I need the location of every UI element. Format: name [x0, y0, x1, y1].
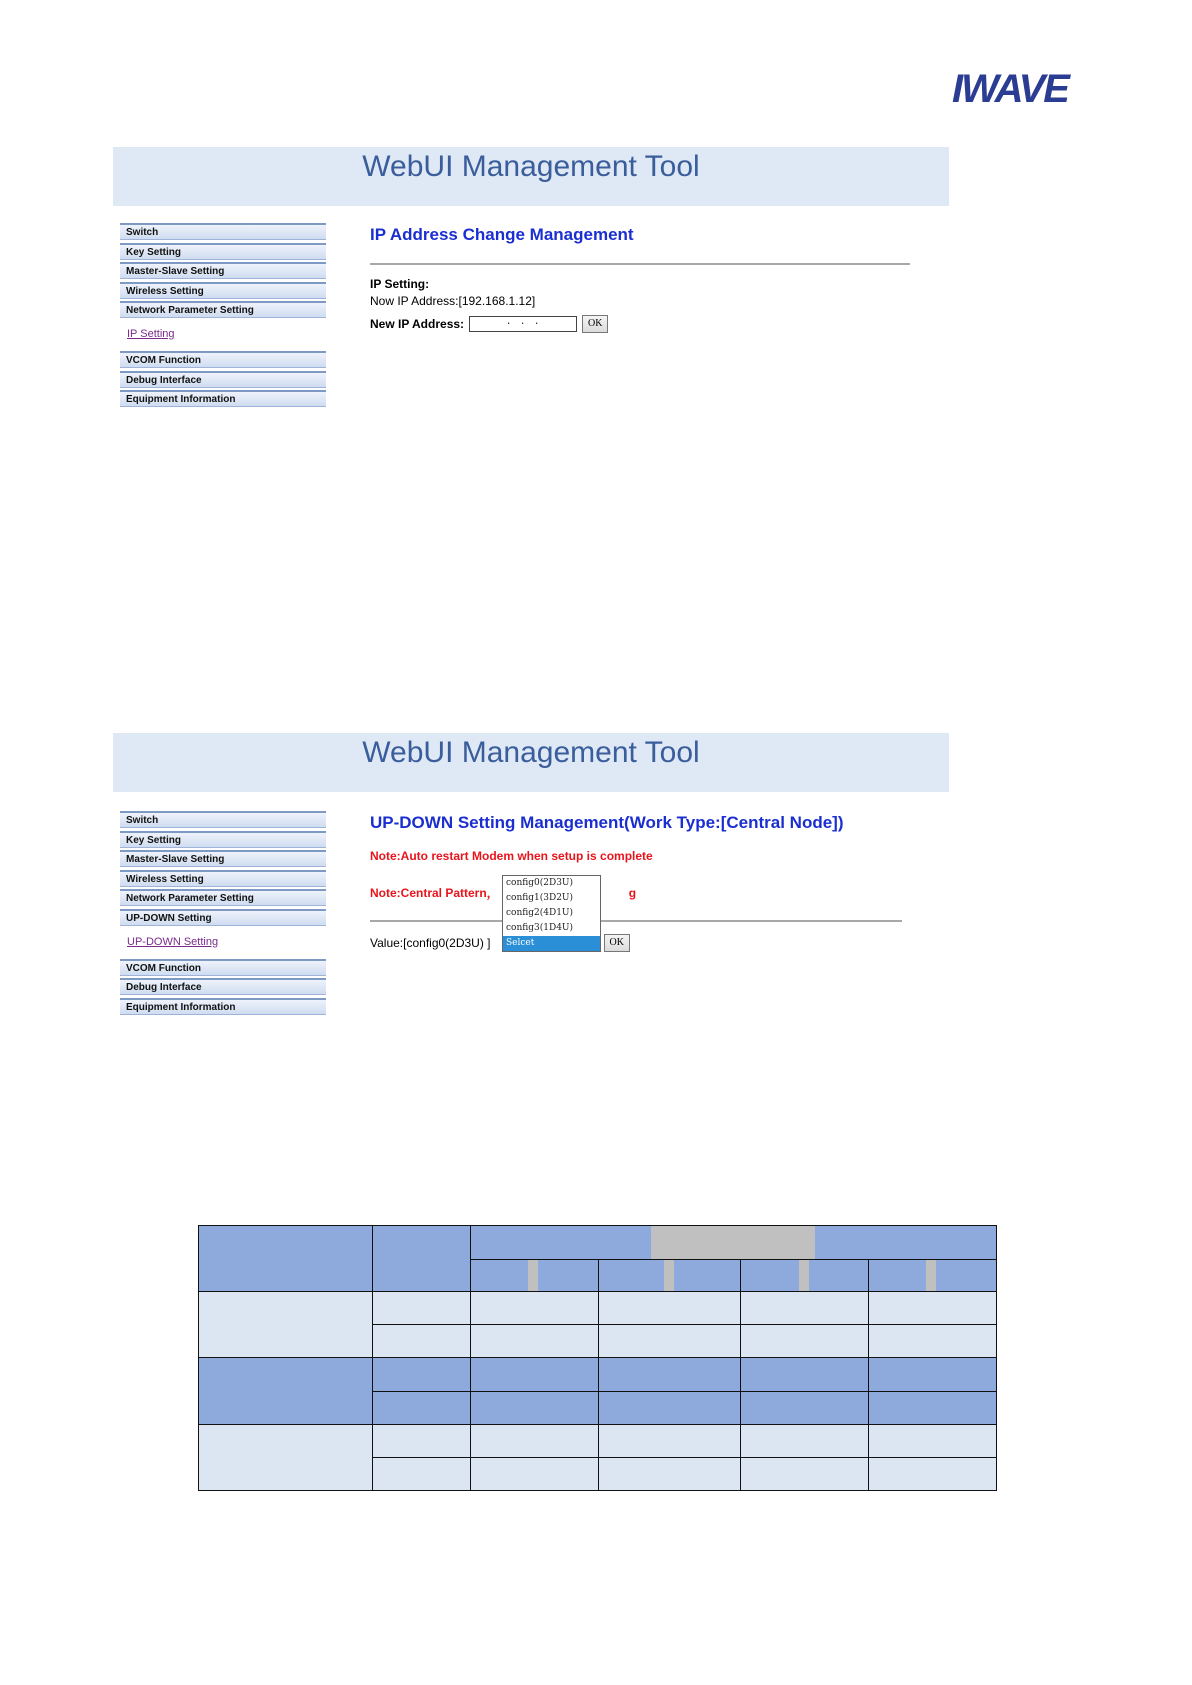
- config-table: [198, 1225, 997, 1491]
- iwave-logo: [952, 68, 1082, 108]
- banner-title: WebUI Management Tool: [362, 736, 700, 769]
- current-value-text: Value:[config0(2D3U) ]: [370, 936, 491, 950]
- table-cell: [471, 1391, 599, 1424]
- table-cell: [599, 1424, 741, 1457]
- sidebar-item-debug-interface[interactable]: Debug Interface: [120, 371, 326, 388]
- ip-setting-label: IP Setting:: [370, 277, 430, 291]
- table-cell: [471, 1424, 599, 1457]
- table-cell: [741, 1292, 869, 1325]
- sidebar-subitem-link[interactable]: IP Setting: [127, 327, 175, 340]
- sidebar-item-master-slave-setting[interactable]: Master-Slave Setting: [120, 262, 326, 279]
- page-title: IP Address Change Management: [370, 225, 634, 244]
- restart-note: Note:Auto restart Modem when setup is complete: [370, 849, 653, 863]
- table-cell: [199, 1292, 373, 1358]
- sidebar-item-vcom-function[interactable]: VCOM Function: [120, 351, 326, 368]
- sidebar-item-master-slave-setting[interactable]: Master-Slave Setting: [120, 850, 326, 867]
- table-cell: [869, 1391, 997, 1424]
- table-cell: [869, 1325, 997, 1358]
- sidebar-nav: [120, 811, 326, 1017]
- table-cell: [373, 1292, 471, 1325]
- sidebar-item-up-down-setting[interactable]: UP-DOWN Setting: [120, 909, 326, 926]
- table-cell: [741, 1358, 869, 1391]
- up-down-setting-panel: [113, 733, 949, 1013]
- table-header-cell: [599, 1260, 741, 1292]
- logo-text: IWAVE: [952, 68, 1068, 108]
- central-pattern-note-suffix: g: [628, 886, 637, 900]
- table-header-cell: [471, 1226, 997, 1260]
- sidebar-item-network-parameter-setting[interactable]: Network Parameter Setting: [120, 301, 326, 318]
- table-cell: [471, 1457, 599, 1490]
- table-cell: [373, 1325, 471, 1358]
- new-ip-input[interactable]: . . .: [469, 316, 577, 332]
- table-cell: [599, 1325, 741, 1358]
- table-cell: [471, 1292, 599, 1325]
- table-cell: [373, 1358, 471, 1391]
- sidebar-item-switch[interactable]: Switch: [120, 811, 326, 828]
- table-cell: [471, 1325, 599, 1358]
- sidebar-nav: [120, 223, 326, 410]
- sidebar-item-wireless-setting[interactable]: Wireless Setting: [120, 282, 326, 299]
- sidebar-item-key-setting[interactable]: Key Setting: [120, 243, 326, 260]
- banner-title: WebUI Management Tool: [362, 150, 700, 183]
- table-header-cell: [741, 1260, 869, 1292]
- ip-setting-panel: [113, 147, 949, 406]
- table-cell: [741, 1457, 869, 1490]
- dropdown-option[interactable]: config2(4D1U): [506, 908, 574, 918]
- sidebar-item-vcom-function[interactable]: VCOM Function: [120, 959, 326, 976]
- table-header-cell: [373, 1226, 471, 1292]
- table-cell: [869, 1292, 997, 1325]
- sidebar-item-wireless-setting[interactable]: Wireless Setting: [120, 870, 326, 887]
- table-cell: [373, 1457, 471, 1490]
- sidebar-item-switch[interactable]: Switch: [120, 223, 326, 240]
- page-title: UP-DOWN Setting Management(Work Type:[Central Node]): [370, 813, 844, 832]
- config-select-dropdown[interactable]: [502, 875, 601, 952]
- current-ip-text: Now IP Address:[192.168.1.12]: [370, 294, 536, 308]
- table-cell: [869, 1424, 997, 1457]
- table-cell: [199, 1424, 373, 1490]
- divider: [370, 263, 910, 265]
- table-cell: [599, 1391, 741, 1424]
- ok-button[interactable]: OK: [582, 315, 608, 333]
- central-pattern-note: [370, 884, 910, 901]
- sidebar-item-debug-interface[interactable]: Debug Interface: [120, 978, 326, 995]
- dropdown-option[interactable]: config1(3D2U): [506, 893, 574, 903]
- divider: [370, 920, 902, 922]
- table-cell: [599, 1457, 741, 1490]
- table-cell: [599, 1292, 741, 1325]
- ok-button[interactable]: OK: [604, 934, 630, 952]
- table-cell: [599, 1358, 741, 1391]
- table-cell: [741, 1325, 869, 1358]
- dropdown-option[interactable]: Selcet: [503, 936, 600, 951]
- dropdown-option[interactable]: config0(2D3U): [506, 878, 574, 888]
- banner: [113, 147, 949, 206]
- main-content: [370, 225, 910, 333]
- table-cell: [373, 1424, 471, 1457]
- banner: [113, 733, 949, 792]
- sidebar-subitem-link[interactable]: UP-DOWN Setting: [127, 935, 219, 948]
- table-cell: [471, 1358, 599, 1391]
- sidebar-item-equipment-information[interactable]: Equipment Information: [120, 390, 326, 407]
- table-header-cell: [869, 1260, 997, 1292]
- table-header-cell: [199, 1226, 373, 1292]
- sidebar-item-key-setting[interactable]: Key Setting: [120, 831, 326, 848]
- table-cell: [869, 1457, 997, 1490]
- table-cell: [741, 1424, 869, 1457]
- table-cell: [373, 1391, 471, 1424]
- table-cell: [869, 1358, 997, 1391]
- sidebar-item-network-parameter-setting[interactable]: Network Parameter Setting: [120, 889, 326, 906]
- table-cell: [741, 1391, 869, 1424]
- table-header-cell: [471, 1260, 599, 1292]
- new-ip-label: New IP Address:: [370, 317, 465, 331]
- central-pattern-note-prefix: Note:Central Pattern，: [370, 886, 499, 900]
- table-cell: [199, 1358, 373, 1424]
- main-content: [370, 813, 910, 952]
- dropdown-option[interactable]: config3(1D4U): [506, 923, 574, 933]
- sidebar-item-equipment-information[interactable]: Equipment Information: [120, 998, 326, 1015]
